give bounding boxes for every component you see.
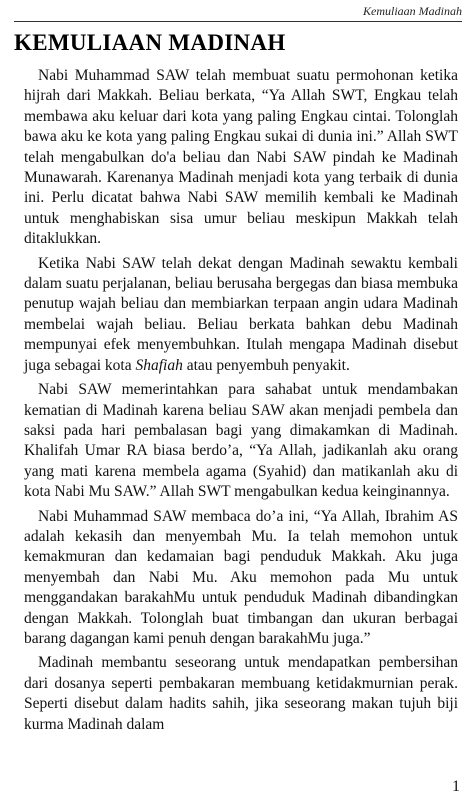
paragraph-2-text: Ketika Nabi SAW telah dekat dengan Madinah sewaktu kembali dalam suatu perjalanan, beliau berusaha bergegas dan biasa membuka penutup wajah beliau dan membiarkan terpaan angin udara Madinah membelai wajah beliau. Beliau berkata bahkan debu Madinah mempunyai efek menyembuhkan. Itulah mengapa Madinah disebut juga sebagai kota (24, 254, 458, 374)
chapter-title: KEMULIAAN MADINAH (14, 30, 286, 55)
paragraph-1: Nabi Muhammad SAW telah membuat suatu permohonan ketika hijrah dari Makkah. Beliau berkata, “Ya Allah SWT, Engkau telah membawa aku keluar dari kota yang paling Engkau cintai. Tolonglah bawa aku ke kota yang paling Engkau sukai di dunia ini.” Allah SWT telah mengabulkan do'a beliau dan Nabi SAW pindah ke Madinah Munawarah. Karenanya Madinah menjadi kota yang terbaik di dunia ini. Perlu dicatat bahwa Nabi SAW memilih kembali ke Madinah untuk menghabiskan sisa umur beliau meskipun Makkah telah ditaklukkan. (24, 67, 458, 248)
header-divider (14, 21, 462, 22)
running-head: Kemuliaan Madinah (363, 4, 462, 18)
chapter-body (24, 66, 458, 739)
paragraph-2 (24, 254, 458, 376)
paragraph-3: Nabi SAW memerintahkan para sahabat untuk mendambakan kematian di Madinah karena beliau SAW akan menjadi pembela dan saksi pada hari pembalasan bagi yang dimakamkan di Madinah. Khalifah Umar RA biasa berdo’a, “Ya Allah, jadikanlah aku orang yang mati karena membela agama (Syahid) dan matikanlah aku di kota Nabi Mu SAW.” Allah SWT mengabulkan kedua keinginannya. (24, 381, 458, 501)
paragraph-4: Nabi Muhammad SAW membaca do’a ini, “Ya Allah, Ibrahim AS adalah kekasih dan menyembah Mu. Ia telah memohon untuk kemakmuran dan kedamaian bagi penduduk Makkah. Aku juga menyembah dan Nabi Mu. Aku memohon pada Mu untuk menggandakan barakahMu untuk penduduk Madinah dibandingkan dengan Makkah. Tolonglah buat timbangan dan ukuran berbagai barang dagangan kami penuh dengan barakahMu juga.” (24, 507, 458, 647)
paragraph-2-text-end: atau penyembuh penyakit. (182, 356, 350, 374)
paragraph-5: Madinah membantu seseorang untuk mendapatkan pembersihan dari dosanya seperti pembakaran membuang ketidakmurnian perak. Seperti disebut dalam hadits sahih, jika seseorang makan tujuh biji kurma Madinah dalam (24, 654, 458, 733)
paragraph-2-emphasis: Shafiah (135, 356, 183, 374)
page-number: 1 (452, 778, 460, 795)
